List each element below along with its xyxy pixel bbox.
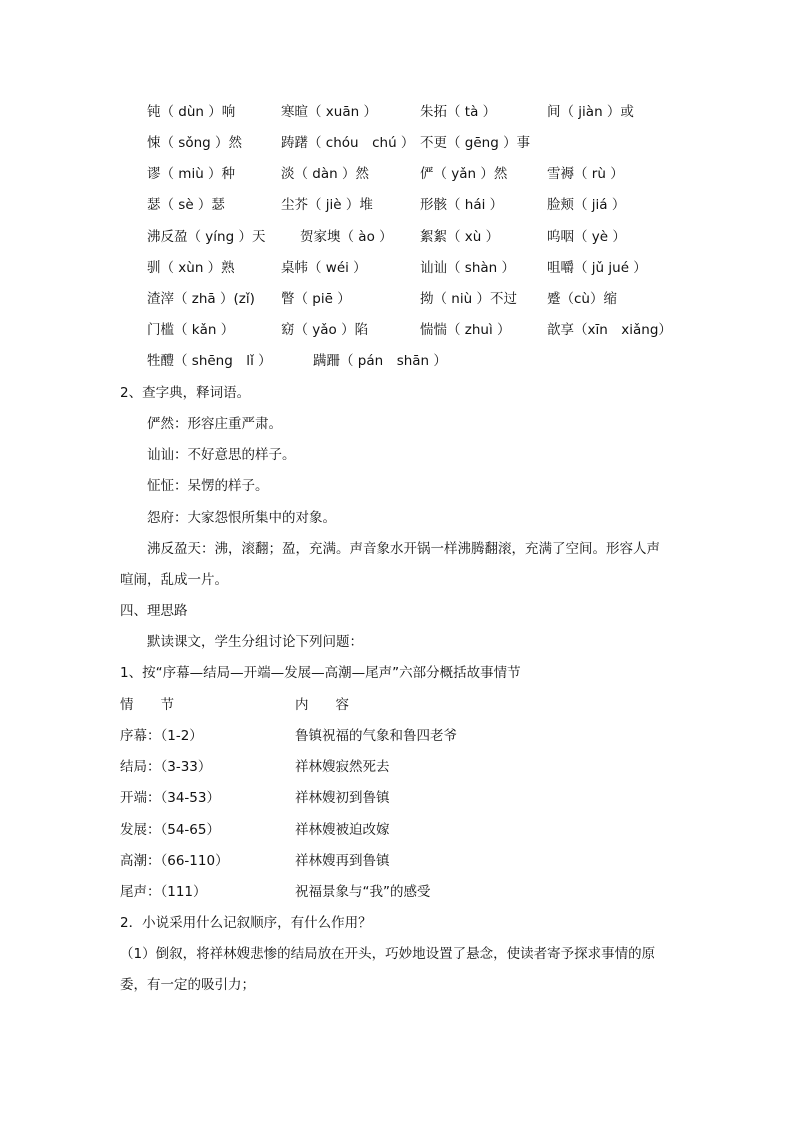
pinyin-item: 咀嚼（ jǔ jué ） (547, 260, 647, 276)
definition-line: 讪讪：不好意思的样子。 (147, 447, 296, 463)
pinyin-item: 桌帏（ wéi ） (281, 260, 367, 276)
section-heading: 2、查字典，释词语。 (120, 385, 251, 401)
pinyin-item: 沸反盈（ yíng ）天 (147, 229, 266, 245)
pinyin-item: 絮絮（ xù ） (420, 229, 500, 245)
pinyin-item: 瑟（ sè ）瑟 (147, 197, 225, 213)
definition-line: 怔怔：呆愣的样子。 (147, 478, 269, 494)
pinyin-item: 蹒跚（ pán shān ） (313, 353, 447, 369)
pinyin-item: 拗（ niù ）不过 (420, 291, 517, 307)
table-row-content: 鲁镇祝福的气象和鲁四老爷 (295, 728, 457, 744)
pinyin-item: 朱拓（ tà ） (420, 104, 497, 120)
pinyin-item: 牲醴（ shēng lǐ ） (147, 353, 272, 369)
pinyin-item: 渣滓（ zhā ）(zǐ) (147, 291, 255, 307)
pinyin-item: 讪讪（ shàn ） (420, 260, 516, 276)
pinyin-item: 脸颊（ jiá ） (547, 197, 626, 213)
table-row-content: 祥林嫂初到鲁镇 (295, 790, 390, 806)
table-row-content: 祥林嫂被迫改嫁 (295, 822, 390, 838)
table-header-plot: 情 节 (120, 697, 174, 713)
table-row-plot: 结局：（3-33） (120, 759, 212, 775)
pinyin-item: 门槛（ kǎn ） (147, 322, 235, 338)
pinyin-item: 踌躇（ chóu chú ） (281, 135, 415, 151)
table-row-content: 祥林嫂寂然死去 (295, 759, 390, 775)
definition-line: 喧闹，乱成一片。 (120, 572, 228, 588)
pinyin-item: 驯（ xùn ）熟 (147, 260, 235, 276)
pinyin-item: 歆享（xīn xiǎng） (547, 322, 672, 338)
pinyin-item: 悚（ sǒng ）然 (147, 135, 243, 151)
pinyin-item: 瞥（ piē ） (281, 291, 351, 307)
table-row-content: 祝福景象与“我”的感受 (295, 884, 431, 900)
pinyin-item: 不更（ gēng ）事 (420, 135, 531, 151)
pinyin-item: 惴惴（ zhuì ） (420, 322, 511, 338)
answer-line: 委，有一定的吸引力； (120, 977, 255, 993)
answer-line: （1）倒叙，将祥林嫂悲惨的结局放在开头，巧妙地设置了悬念，使读者寄予探求事情的原 (120, 946, 656, 962)
pinyin-item: 雪褥（ rù ） (547, 166, 624, 182)
table-row-plot: 高潮：（66-110） (120, 853, 229, 869)
table-row-plot: 序幕：（1-2） (120, 728, 203, 744)
pinyin-item: 贺家墺（ ào ） (300, 229, 393, 245)
pinyin-item: 形骸（ hái ） (420, 197, 504, 213)
pinyin-item: 呜咽（ yè ） (547, 229, 626, 245)
table-row-plot: 发展：（54-65） (120, 822, 220, 838)
definition-line: 沸反盈天：沸，滚翻；盈，充满。声音象水开锅一样沸腾翻滚，充满了空间。形容人声 (147, 541, 660, 557)
pinyin-item: 谬（ miù ）种 (147, 166, 236, 182)
pinyin-item: 尘芥（ jiè ）堆 (281, 197, 373, 213)
pinyin-item: 间（ jiàn ）或 (547, 104, 634, 120)
table-row-content: 祥林嫂再到鲁镇 (295, 853, 390, 869)
table-header-content: 内 容 (295, 697, 349, 713)
pinyin-item: 窈（ yǎo ）陷 (281, 322, 369, 338)
section-heading: 四、理思路 (120, 603, 188, 619)
pinyin-item: 俨（ yǎn ）然 (420, 166, 508, 182)
pinyin-item: 淡（ dàn ）然 (281, 166, 369, 182)
question-text: 1、按“序幕—结局—开端—发展—高潮—尾声”六部分概括故事情节 (120, 665, 521, 681)
definition-line: 俨然：形容庄重严肃。 (147, 416, 282, 432)
table-row-plot: 尾声：（111） (120, 884, 207, 900)
question-text: 2．小说采用什么记叙顺序，有什么作用？ (120, 915, 372, 931)
definition-line: 怨府：大家怨恨所集中的对象。 (147, 510, 336, 526)
pinyin-item: 钝（ dùn ）响 (147, 104, 236, 120)
pinyin-item: 寒暄（ xuān ） (281, 104, 377, 120)
instruction-text: 默读课文，学生分组讨论下列问题： (147, 634, 363, 650)
pinyin-item: 蹙（cù）缩 (547, 291, 617, 307)
table-row-plot: 开端：（34-53） (120, 790, 220, 806)
